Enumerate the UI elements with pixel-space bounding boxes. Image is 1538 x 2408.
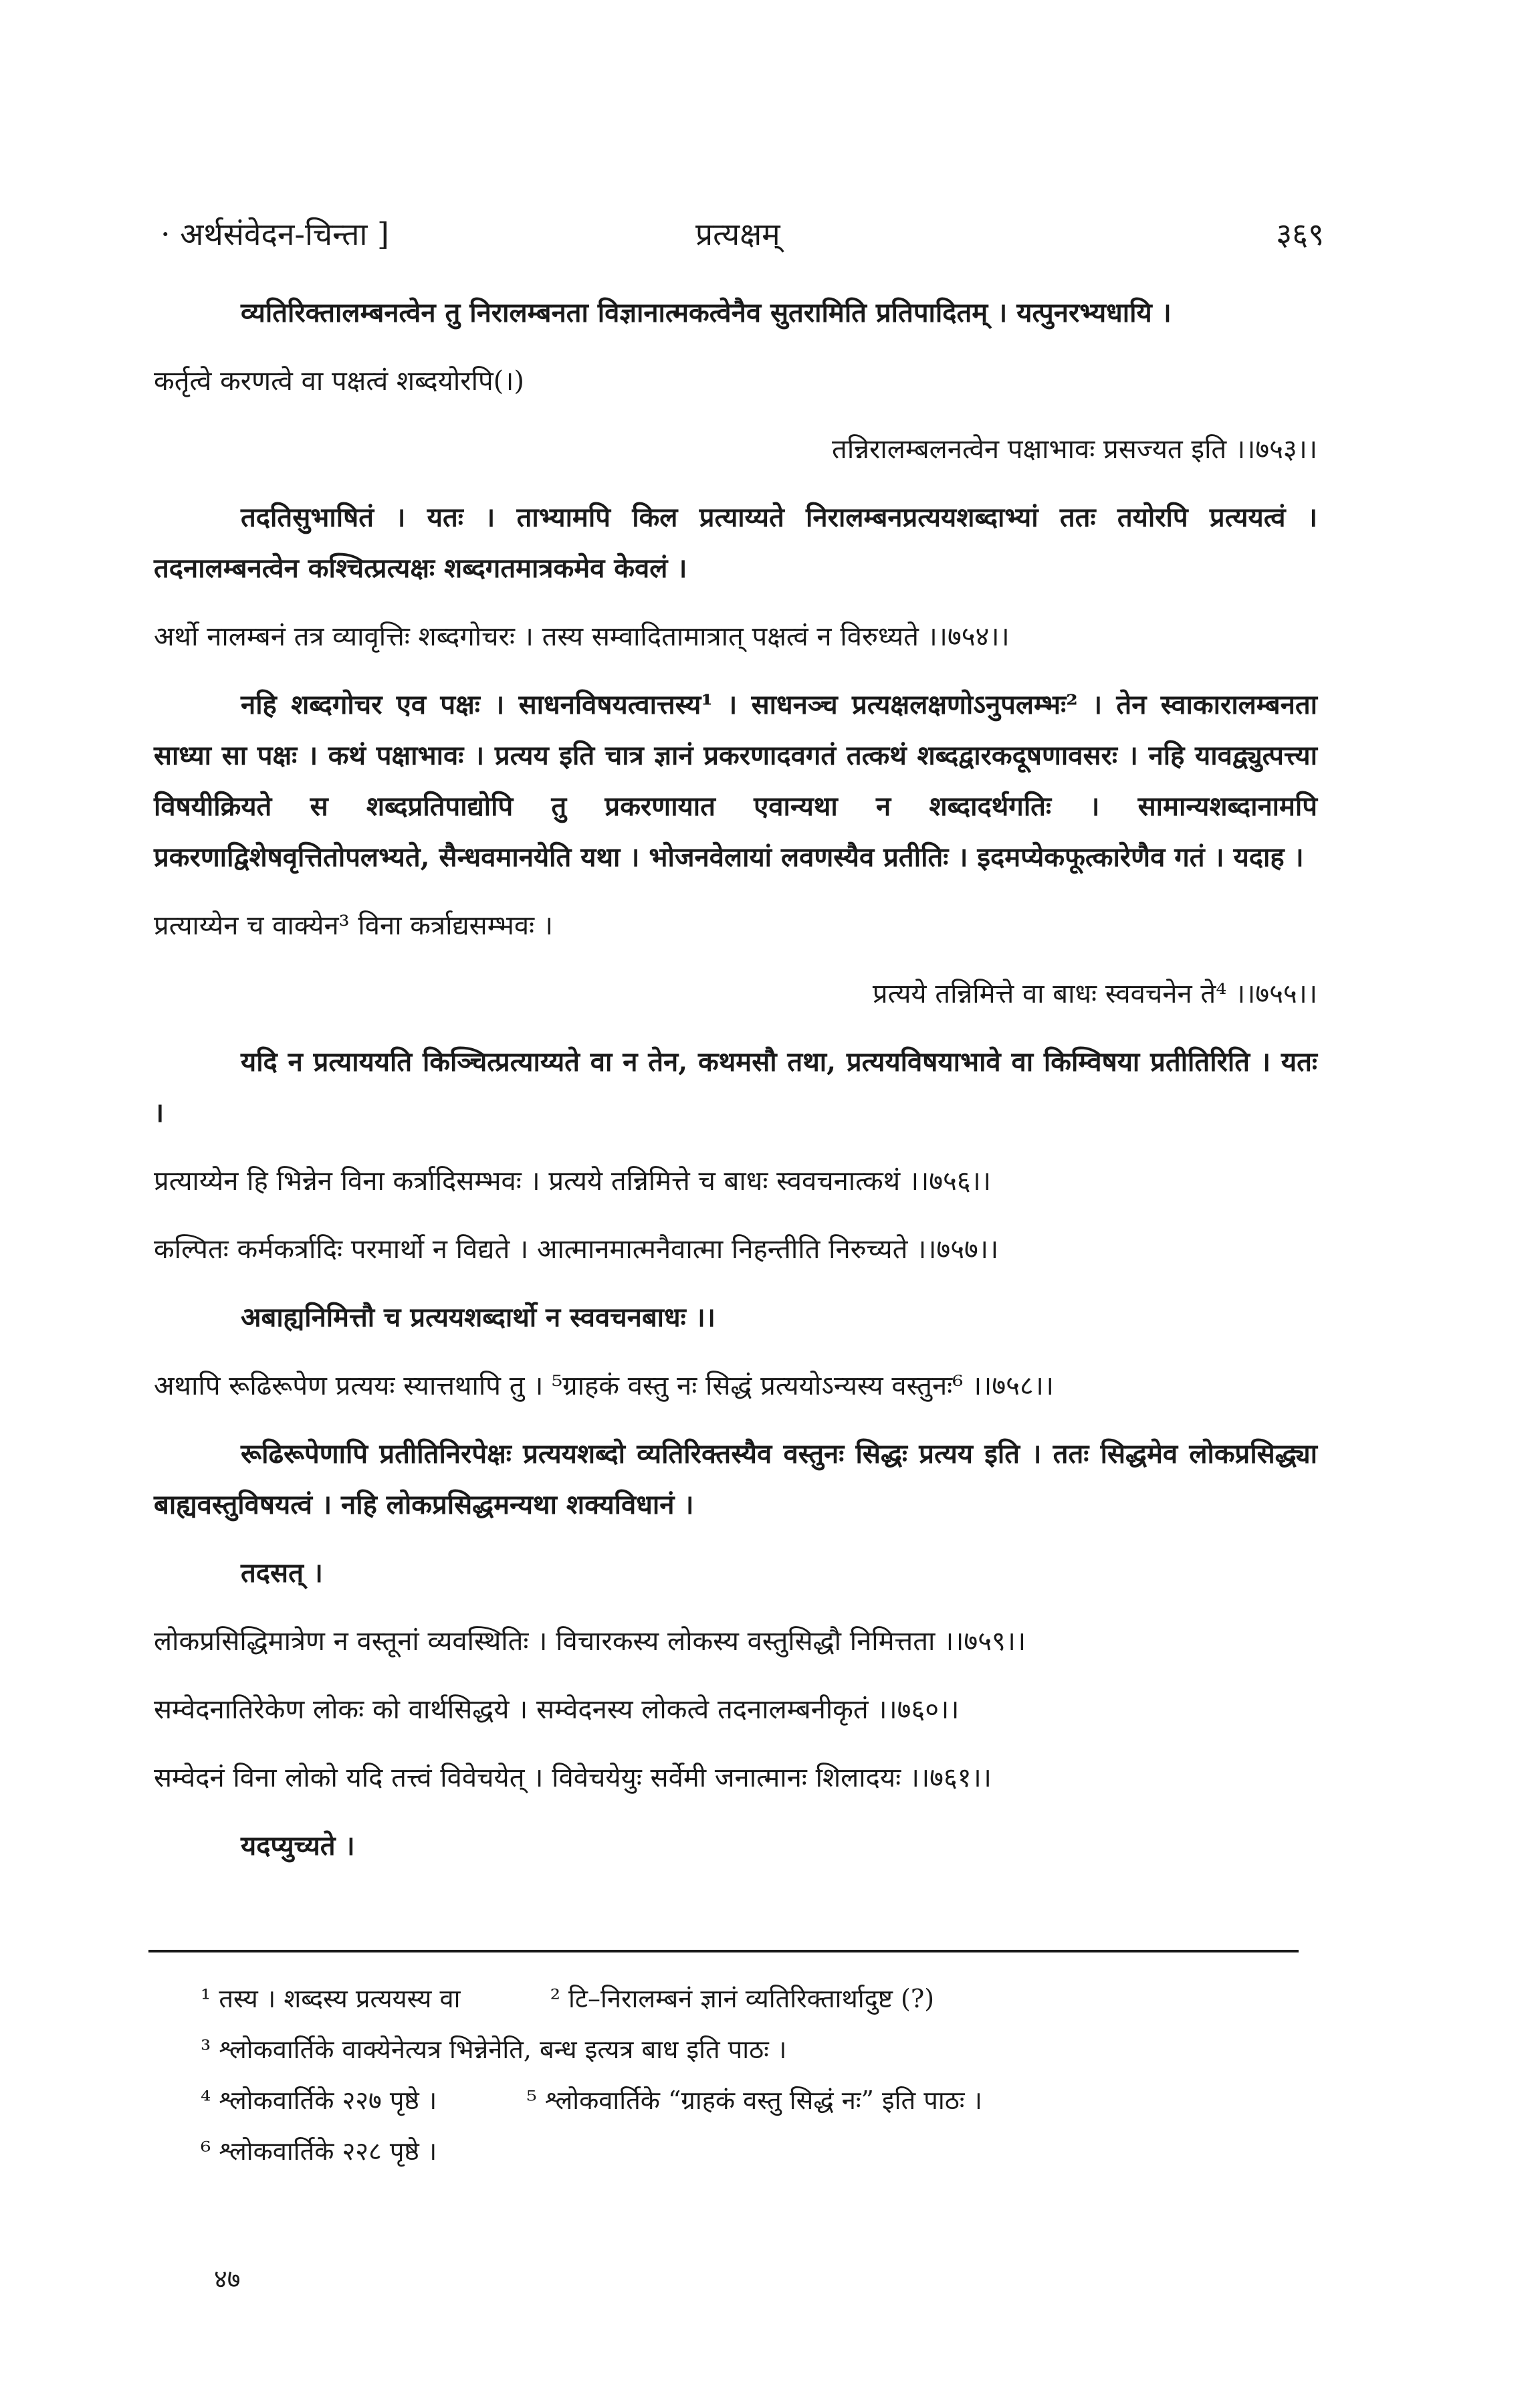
footnote-4: ⁴ श्लोकवार्तिके २२७ पृष्ठे । (201, 2086, 437, 2115)
paragraph: नहि शब्दगोचर एव पक्षः । साधनविषयत्वात्तस्य¹ । साधनञ्च प्रत्यक्षलक्षणोऽनुपलम्भः² । तेन स्वाकारालम्बनता साध्या सा पक्षः । कथं पक्षाभावः । प्रत्यय इति चात्र ज्ञानं प्रकरणादवगतं तत्कथं शब्दद्वारकदूषणावसरः । नहि यावद्व्युत्पत्त्या विषयीक्रियते स शब्दप्रतिपाद्योपि तु प्रकरणायात एवान्यथा न शब्दादर्थगतिः । सामान्यशब्दानामपि प्रकरणाद्विशेषवृत्तितोपलभ्यते, सैन्धवमानयेति यथा । भोजनवेलायां लवणस्यैव प्रतीतिः । इदमप्येकफूत्कारेणैव गतं । यदाह । (154, 689, 1317, 873)
footnote-3: ³ श्लोकवार्तिके वाक्येनेत्यत्र भिन्नेनेति, बन्ध इत्यत्र बाध इति पाठः । (201, 2035, 787, 2064)
footnotes (201, 1973, 1337, 2177)
paragraph: अर्थो नालम्बनं तत्र व्यावृत्तिः शब्दगोचरः । तस्य सम्वादितामात्रात् पक्षत्वं न विरुध्यते ।।७५४।। (154, 621, 1010, 652)
paragraph: प्रत्याय्येन च वाक्येन³ विना कर्त्राद्यसम्भवः । (154, 910, 554, 941)
paragraph: अथापि रूढिरूपेण प्रत्ययः स्यात्तथापि तु । ⁵ग्राहकं वस्तु नः सिद्धं प्रत्ययोऽन्यस्य वस्तुनः⁶ ।।७५८।। (154, 1371, 1055, 1401)
running-header (160, 213, 1324, 266)
paragraph: तदसत् । (241, 1557, 323, 1589)
page-title: प्रत्यक्षम् (695, 216, 780, 252)
footnote-2: ² टि–निरालम्बनं ज्ञानं व्यतिरिक्तार्थादुष्ट (?) (550, 1984, 935, 2013)
paragraph: तदतिसुभाषितं । यतः । ताभ्यामपि किल प्रत्याय्यते निरालम्बनप्रत्ययशब्दाभ्यां ततः तयोरपि प्रत्ययत्वं । तदनालम्बनत्वेन कश्चित्प्रत्यक्षः शब्दगतमात्रकमेव केवलं । (154, 502, 1317, 584)
paragraph: तन्निरालम्बलनत्वेन पक्षाभावः प्रसज्यत इति ।।७५३।। (832, 434, 1317, 465)
paragraph: व्यतिरिक्तालम्बनत्वेन तु निरालम्बनता विज्ञानात्मकत्वेनैव सुतरामिति प्रतिपादितम् । यत्पुनरभ्यधायि । (241, 297, 1172, 328)
paragraph: यदप्युच्यते । (241, 1830, 355, 1862)
footnote-6: ⁶ श्लोकवार्तिके २२८ पृष्ठे । (201, 2136, 437, 2166)
paragraph: कर्तृत्वे करणत्वे वा पक्षत्वं शब्दयोरपि(।) (154, 366, 525, 397)
paragraph: प्रत्यये तन्निमित्ते वा बाधः स्ववचनेन ते⁴ ।।७५५।। (872, 979, 1317, 1009)
page-number: ३६९ (1276, 216, 1324, 252)
footnote-line (201, 1973, 1337, 2024)
footnote-5: ⁵ श्लोकवार्तिके “ग्राहकं वस्तु सिद्धं नः” इति पाठः । (526, 2086, 982, 2115)
footnote-divider (148, 1950, 1299, 1952)
paragraph: प्रत्याय्येन हि भिन्नेन विना कर्त्रादिसम्भवः । प्रत्यये तन्निमित्ते च बाधः स्ववचनात्कथं ।।७५६।। (154, 1166, 991, 1197)
section-title: · अर्थसंवेदन-चिन्ता ] (160, 216, 389, 252)
paragraph: रूढिरूपेणापि प्रतीतिनिरपेक्षः प्रत्ययशब्दो व्यतिरिक्तस्यैव वस्तुनः सिद्धः प्रत्यय इति । ततः सिद्धमेव लोकप्रसिद्ध्या बाह्यवस्तुविषयत्वं । नहि लोकप्रसिद्धमन्यथा शक्यविधानं । (154, 1438, 1317, 1520)
paragraph: अबाह्यनिमित्तौ च प्रत्ययशब्दार्थो न स्ववचनबाधः ।। (241, 1302, 716, 1333)
paragraph: सम्वेदनातिरेकेण लोकः को वार्थसिद्धये । सम्वेदनस्य लोकत्वे तदनालम्बनीकृतं ।।७६०।। (154, 1694, 960, 1725)
paragraph: कल्पितः कर्मकर्त्रादिः परमार्थो न विद्यते । आत्मानमात्मनैवात्मा निहन्तीति निरुच्यते ।।७५७।। (154, 1234, 999, 1265)
paragraph: यदि न प्रत्याययति किञ्चित्प्रत्याय्यते वा न तेन, कथमसौ तथा, प्रत्ययविषयाभावे वा किम्विषया प्रतीतिरिति । यतः । (154, 1046, 1317, 1128)
footnote-line (201, 2075, 1337, 2126)
footnote-1: ¹ तस्य । शब्दस्य प्रत्ययस्य वा (201, 1984, 461, 2013)
signature-mark: ४७ (214, 2264, 241, 2294)
paragraph: सम्वेदनं विना लोको यदि तत्त्वं विवेचयेत् । विवेचयेयुः सर्वेमी जनात्मानः शिलादयः ।।७६१।। (154, 1763, 992, 1793)
paragraph: लोकप्रसिद्धिमात्रेण न वस्तूनां व्यवस्थितिः । विचारकस्य लोकस्य वस्तुसिद्धौ निमित्तता ।।७५९।। (154, 1626, 1026, 1657)
main-text (154, 288, 1317, 1889)
